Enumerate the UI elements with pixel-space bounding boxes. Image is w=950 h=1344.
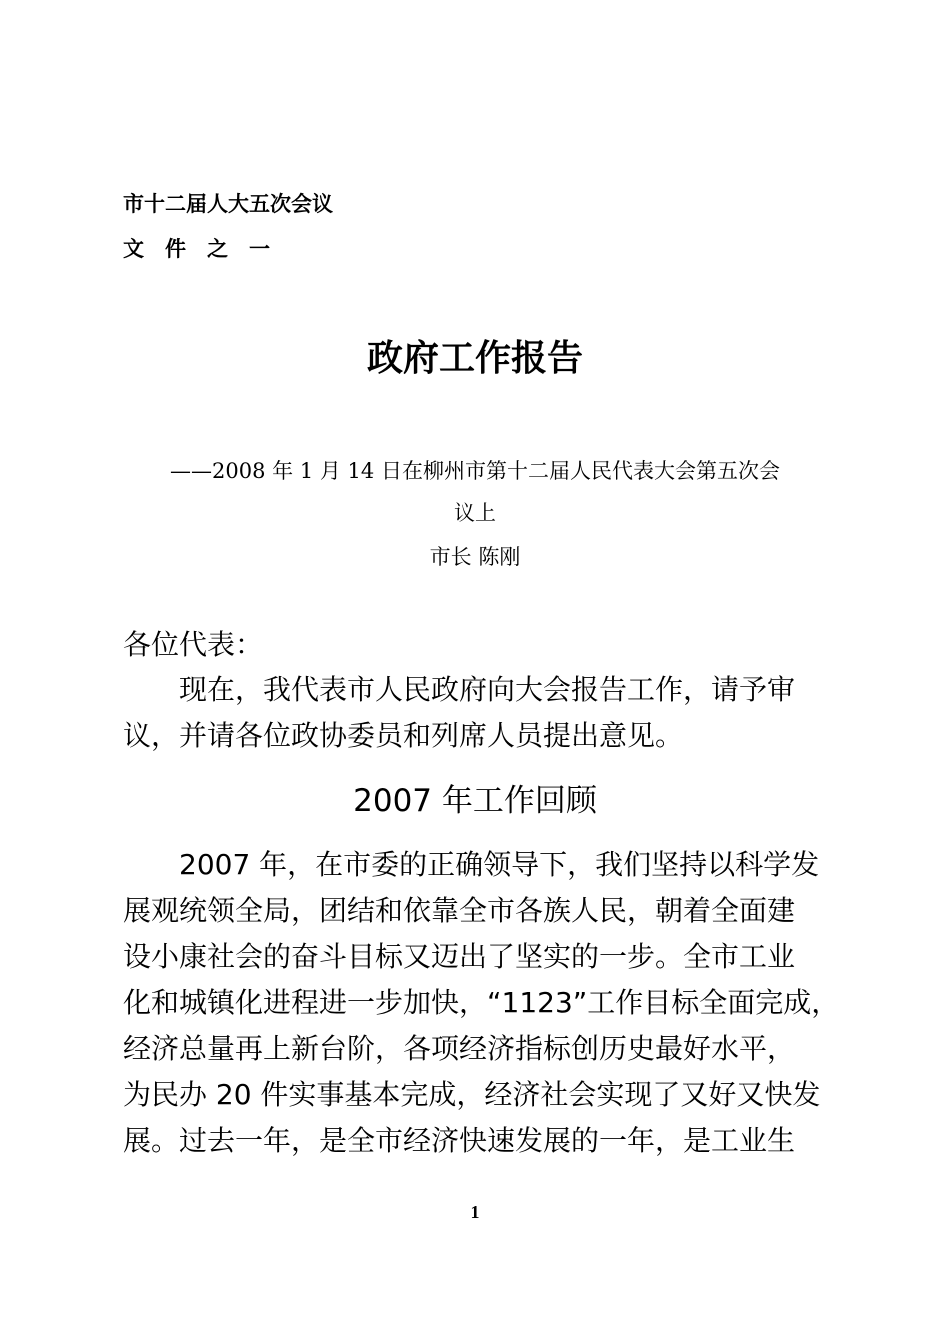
subtitle-date-line: ——2008 年 1 月 14 日在柳州市第十二届人民代表大会第五次会: [170, 459, 780, 483]
paragraph-line: 展观统领全局，团结和依靠全市各族人民，朝着全面建: [123, 894, 796, 927]
subtitle-continuation: 议上: [454, 501, 496, 525]
intro-line: 议，并请各位政协委员和列席人员提出意见。: [123, 719, 684, 752]
paragraph-line: 2007 年，在市委的正确领导下，我们坚持以科学发: [123, 848, 820, 881]
section-heading: 2007 年工作回顾: [353, 783, 597, 819]
document-title: 政府工作报告: [366, 337, 583, 379]
review-paragraph: [123, 842, 843, 1164]
speaker-line: 市长 陈刚: [429, 545, 521, 569]
document-number: 文 件 之 一: [123, 237, 270, 261]
session-line: 市十二届人大五次会议: [123, 192, 333, 216]
paragraph-line: 展。过去一年，是全市经济快速发展的一年，是工业生: [123, 1124, 796, 1157]
paragraph-line: 经济总量再上新台阶，各项经济指标创历史最好水平，: [123, 1032, 796, 1065]
salutation: 各位代表：: [123, 628, 264, 661]
intro-paragraph: [123, 667, 843, 759]
intro-line: 现在，我代表市人民政府向大会报告工作，请予审: [123, 673, 796, 706]
paragraph-line: 为民办 20 件实事基本完成，经济社会实现了又好又快发: [123, 1078, 821, 1111]
paragraph-line: 设小康社会的奋斗目标又迈出了坚实的一步。全市工业: [123, 940, 796, 973]
page-number: 1: [470, 1202, 480, 1222]
paragraph-line: 化和城镇化进程进一步加快，“1123”工作目标全面完成，: [123, 986, 840, 1019]
